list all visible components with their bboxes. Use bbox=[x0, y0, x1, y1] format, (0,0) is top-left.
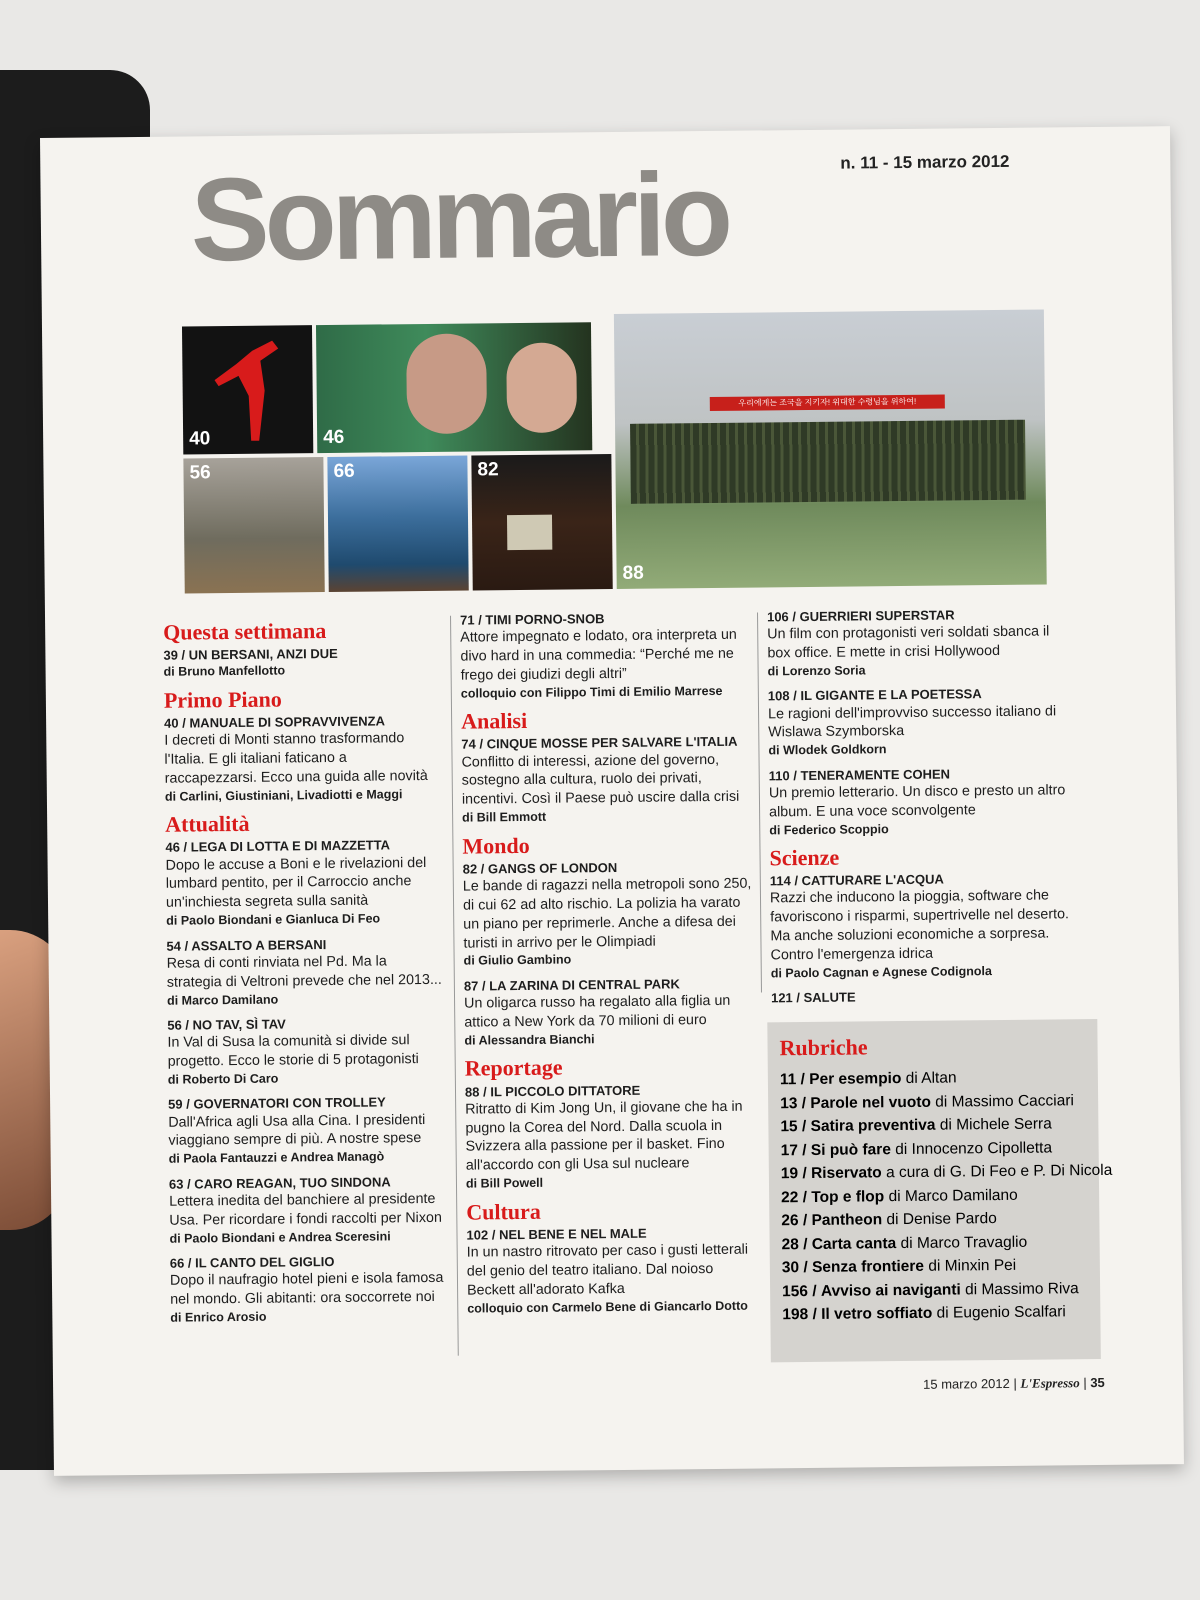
section-primo-piano: Primo Piano bbox=[163, 686, 282, 713]
photo-number: 82 bbox=[477, 459, 499, 481]
rubrica-row[interactable]: 22 / Top e flop di Marco Damilano bbox=[781, 1186, 1018, 1206]
toc-item-71[interactable]: 71 / TIMI PORNO-SNOB Attore impegnato e lodato, ora interpreta un divo hard in una commedia: “Perché me ne frego dei giudizi degli altri” colloquio con Filippo Timi di Emilio Marrese bbox=[459, 611, 737, 701]
toc-item-110[interactable]: 110 / TENERAMENTE COHEN Un premio letterario. Un disco e presto un altro album. E una voce sconvolgente di Federico Scoppio bbox=[768, 766, 1066, 838]
rubrica-row[interactable]: 156 / Avviso ai naviganti di Massimo Riva bbox=[782, 1279, 1079, 1300]
rubrica-row[interactable]: 198 / Il vetro soffiato di Eugenio Scalfari bbox=[782, 1303, 1066, 1324]
red-banner: 우리에게는 조국을 지키자! 위대한 수령님을 위하여! bbox=[710, 395, 945, 411]
rubrica-row[interactable]: 17 / Si può fare di Innocenzo Cipolletta bbox=[780, 1139, 1053, 1159]
photo-number: 46 bbox=[323, 426, 345, 449]
toc-item-46[interactable]: 46 / LEGA DI LOTTA E DI MAZZETTA Dopo le accuse a Boni e le rivelazioni del lumbard pentito, per il Carroccio anche un'inchiesta segreta sulla sanità di Paolo Biondani e Gianluca Di Feo bbox=[165, 837, 427, 928]
toc-item-121[interactable]: 121 / SALUTE bbox=[770, 989, 856, 1006]
column-middle bbox=[460, 609, 757, 1325]
soldiers-group bbox=[630, 420, 1026, 504]
section-reportage: Reportage bbox=[464, 1054, 563, 1081]
column-right bbox=[767, 605, 1071, 1015]
photo-number: 40 bbox=[189, 428, 211, 450]
toc-item-87[interactable]: 87 / LA ZARINA DI CENTRAL PARK Un oligarca russo ha regalato alla figlia un attico a New York da 70 milioni di euro di Alessandra Bianchi bbox=[463, 976, 731, 1048]
section-scienze: Scienze bbox=[769, 844, 840, 871]
rubrica-row[interactable]: 13 / Parole nel vuoto di Massimo Cacciari bbox=[780, 1091, 1074, 1112]
toc-item-106[interactable]: 106 / GUERRIERI SUPERSTAR Un film con protagonisti veri soldati sbanca il box office. E mette in crisi Hollywood di Lorenzo Soria bbox=[766, 607, 1050, 679]
rubrica-row[interactable]: 15 / Satira preventiva di Michele Serra bbox=[780, 1115, 1052, 1136]
toc-item-66[interactable]: 66 / IL CANTO DEL GIGLIO Dopo il naufragio hotel pieni e isola famosa nel mondo. Gli abitanti: ora soccorrete noi di Enrico Arosio bbox=[169, 1254, 444, 1325]
toc-item-82[interactable]: 82 / GANGS OF LONDON Le bande di ragazzi nella metropoli sono 250, di cui 62 ad alto rischio. La polizia ha varato un piano per reprimerle. Anche a difesa dei turisti in arrivo per le Olimpiadi di Giulio Gambino bbox=[462, 859, 752, 969]
issue-number: n. 11 - 15 marzo 2012 bbox=[840, 151, 1010, 173]
toc-item-114[interactable]: 114 / CATTURARE L'ACQUA Razzi che inducono la pioggia, software che favoriscono i risparmi, supertrivelle nel deserto. Ma anche soluzioni economiche a sorpresa. Contro l'emergenza idrica di Paolo Cagnan e Agnese Codignola bbox=[769, 871, 1070, 981]
column-left bbox=[163, 612, 449, 1334]
section-attualita: Attualità bbox=[165, 811, 250, 837]
section-mondo: Mondo bbox=[462, 832, 530, 859]
toc-item-102[interactable]: 102 / NEL BENE E NEL MALE In un nastro ritrovato per caso i gusti letterali del genio del teatro italiano. Dal noioso Beckett all'adorato Kafka colloquio con Carmelo Bene di Giancarlo Dotto bbox=[466, 1225, 749, 1316]
column-divider bbox=[450, 616, 459, 1356]
magazine-page bbox=[40, 126, 1184, 1476]
photo-46 bbox=[316, 322, 592, 453]
section-rubriche: Rubriche bbox=[779, 1034, 868, 1061]
certificate bbox=[507, 515, 552, 550]
rubrica-row[interactable]: 19 / Riservato a cura di G. Di Feo e P. Di Nicola bbox=[780, 1162, 1113, 1183]
rubrica-row[interactable]: 28 / Carta canta di Marco Travaglio bbox=[781, 1233, 1028, 1253]
rubrica-row[interactable]: 30 / Senza frontiere di Minxin Pei bbox=[781, 1257, 1017, 1277]
column-divider bbox=[757, 613, 762, 993]
photo-66 bbox=[327, 456, 468, 592]
rubriche-box bbox=[767, 1019, 1113, 1362]
photo-number: 88 bbox=[622, 562, 644, 584]
toc-item-88[interactable]: 88 / IL PICCOLO DITTATORE Ritratto di Kim Jong Un, il giovane che ha in pugno la Corea del Nord. Dalla scuola in Svizzera alla passione per il basket. Fino all'accordo con gli Usa sul nucleare di Bill Powell bbox=[464, 1082, 743, 1191]
toc-item-74[interactable]: 74 / CINQUE MOSSE PER SALVARE L'ITALIA Conflitto di interessi, azione del governo, sostegno alla cultura, ruolo dei privati, incentivi. Così il Paese può uscire dalla crisi di Bill Emmott bbox=[461, 734, 740, 825]
magazine-logo: L'Espresso bbox=[1020, 1375, 1080, 1391]
rubrica-row[interactable]: 11 / Per esempio di Altan bbox=[779, 1069, 957, 1089]
toc-item-56[interactable]: 56 / NO TAV, SÌ TAV In Val di Susa la comunità si divide sul progetto. Ecco le storie di 5 protagonisti di Roberto Di Caro bbox=[167, 1016, 419, 1087]
section-cultura: Cultura bbox=[466, 1198, 541, 1225]
section-analisi: Analisi bbox=[461, 708, 528, 734]
page-title: Sommario bbox=[190, 148, 729, 287]
photo-number: 66 bbox=[333, 460, 355, 482]
footer-date: 15 marzo 2012 bbox=[923, 1375, 1010, 1392]
photo-number: 56 bbox=[189, 462, 211, 484]
toc-item-59[interactable]: 59 / GOVERNATORI CON TROLLEY Dall'Africa agli Usa alla Cina. I presidenti viaggiano sempre di più. A nostre spese di Paola Fantauzzi e Andrea Managò bbox=[168, 1094, 426, 1167]
page-footer: 15 marzo 2012 | L'Espresso | 35 bbox=[923, 1374, 1105, 1392]
section-questa-settimana: Questa settimana bbox=[163, 618, 327, 645]
photo-grid bbox=[182, 318, 1045, 597]
photo-88 bbox=[614, 309, 1047, 588]
photo-40 bbox=[182, 325, 313, 454]
toc-item-39[interactable]: 39 / UN BERSANI, ANZI DUE di Bruno Manfellotto bbox=[163, 646, 338, 680]
rubriche-list bbox=[779, 1065, 1113, 1327]
toc-item-108[interactable]: 108 / IL GIGANTE E LA POETESSA Le ragioni dell'improvviso successo italiano di Wislawa Szymborska di Wlodek Goldkorn bbox=[767, 686, 1057, 758]
photo-82 bbox=[471, 454, 612, 590]
toc-item-54[interactable]: 54 / ASSALTO A BERSANI Resa di conti rinviata nel Pd. Ma la strategia di Veltroni prevede che nel 2013... di Marco Damilano bbox=[166, 936, 442, 1008]
page-number: 35 bbox=[1090, 1374, 1105, 1391]
toc-item-40[interactable]: 40 / MANUALE DI SOPRAVVIVENZA I decreti di Monti stanno trasformando l'Italia. E gli italiani faticano a raccapezzarsi. Ecco una guida alle novità di Carlini, Giustiniani, Livadiotti e Maggi bbox=[164, 713, 428, 804]
rubrica-row[interactable]: 26 / Pantheon di Denise Pardo bbox=[781, 1210, 997, 1230]
photo-56 bbox=[183, 457, 324, 593]
toc-item-63[interactable]: 63 / CARO REAGAN, TUO SINDONA Lettera inedita del banchiere al presidente Usa. Per ricordare i fondi raccolti per Nixon di Paolo Biondani e Andrea Sceresini bbox=[168, 1174, 442, 1246]
